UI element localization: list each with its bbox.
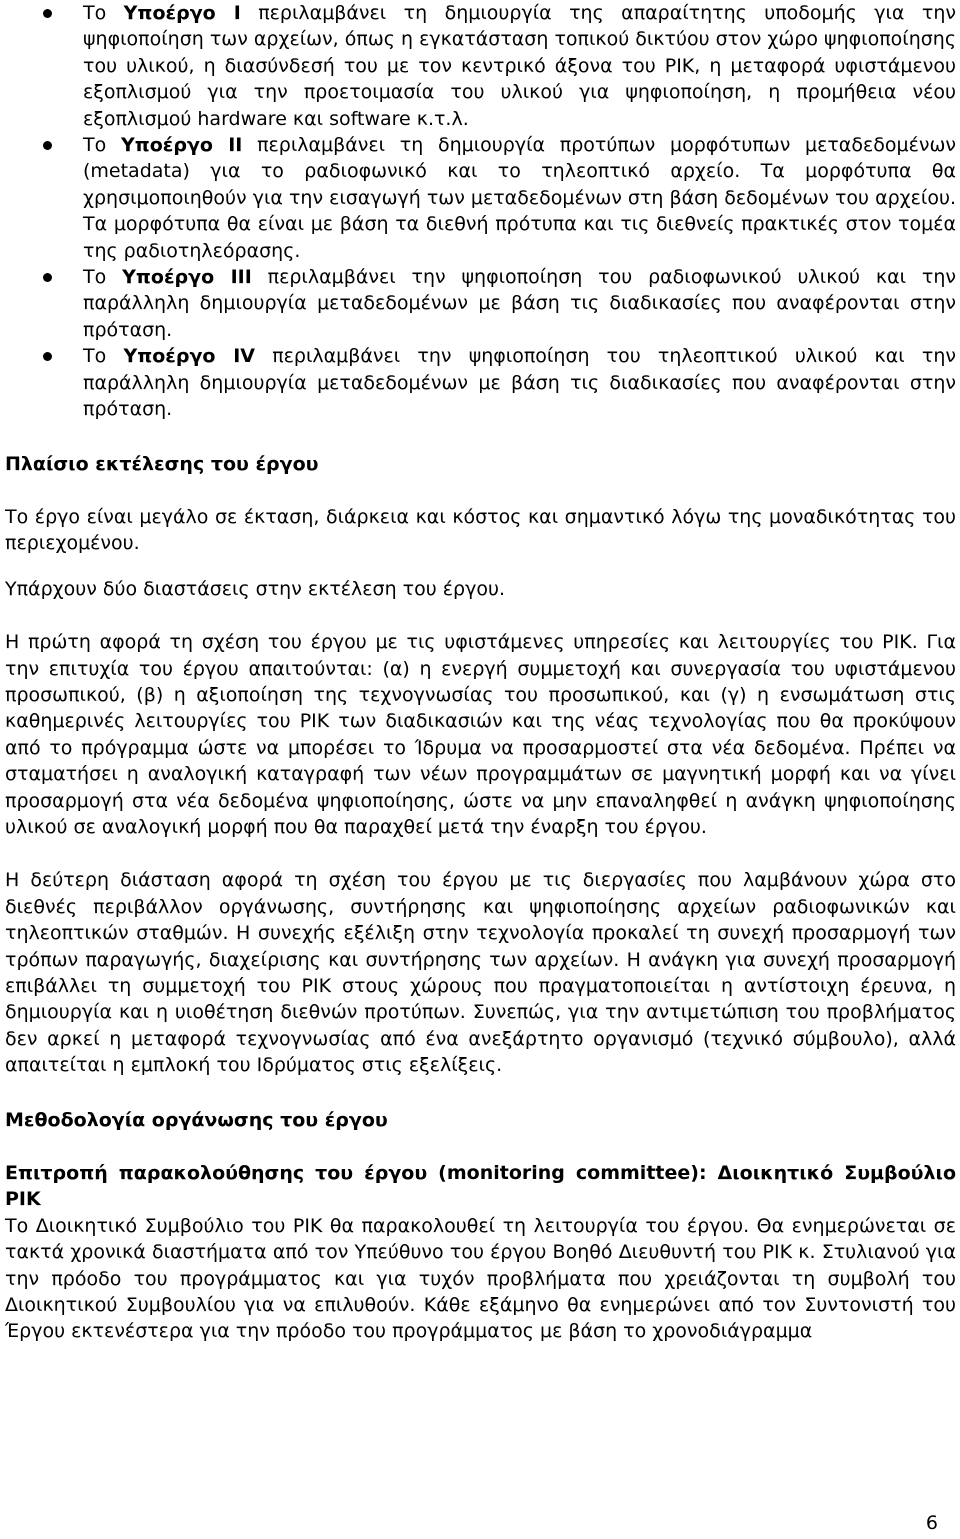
list-item-subproject-3: Το Υποέργο ΙΙΙ περιλαμβάνει την ψηφιοποίηση του ραδιοφωνικού υλικού και την παράλληλη δημιουργία μεταδεδομένων με βάση τις διαδικασίες που αναφέρονται στην πρόταση. [5,264,956,343]
list-item-subproject-4: Το Υποέργο ΙV περιλαμβάνει την ψηφιοποίηση του τηλεοπτικού υλικού και την παράλληλη δημιουργία μεταδεδομένων με βάση τις διαδικασίες που αναφέρονται στην πρόταση. [5,343,956,422]
subproject-title: Υποέργο ΙΙΙ [122,266,252,289]
subproject-list [5,0,956,423]
bullet-icon [43,273,52,282]
bullet-icon [43,352,52,361]
paragraph-execution-1: Το έργο είναι μεγάλο σε έκταση, διάρκεια και κόστος και σημαντικό λόγω της μοναδικότητας του περιεχομένου. [5,505,956,555]
subproject-title: Υποέργο Ι [123,2,241,24]
section-heading-execution: Πλαίσιο εκτέλεσης του έργου [5,452,319,475]
document-page [5,0,956,1345]
paragraph-monitoring-committee: Το Διοικητικό Συμβούλιο του ΡΙΚ θα παρακολουθεί τη λειτουργία του έργου. Θα ενημερώνεται σε τακτά χρονικά διαστήματα από τον Υπεύθυνο του έργου Βοηθό Διευθυντή του ΡΙΚ κ. Στυλιανού για την πρόοδο του προγράμματος και για τυχόν προβλήματα που χρειάζονται τη συμβολή του Διοικητικού Συμβουλίου για να επιλυθούν. Κάθε εξάμηνο θα ενημερώνει από τον Συντονιστή του Έργου εκτενέστερα για την πρόοδο του προγράμματος με βάση το χρονοδιάγραμμα [5,1214,956,1343]
list-item-subproject-1: Το Υποέργο Ι περιλαμβάνει τη δημιουργία της απαραίτητης υποδομής για την ψηφιοποίηση των αρχείων, όπως η εγκατάσταση τοπικού δικτύου στον χώρο ψηφιοποίησης του υλικού, η διασύνδεσή του με τον κεντρικό άξονα του ΡΙΚ, η μεταφορά υφιστάμενου εξοπλισμού για την προετοιμασία του υλικού για ψηφιοποίηση, η προμήθεια νέου εξοπλισμού hardware και software κ.τ.λ. [5,0,956,132]
bullet-icon [43,141,52,150]
subproject-title: Υποέργο ΙV [123,345,255,368]
subproject-title: Υποέργο ΙΙ [120,134,243,157]
page-number: 6 [925,1512,938,1534]
paragraph-execution-3: Η πρώτη αφορά τη σχέση του έργου με τις υφιστάμενες υπηρεσίες και λειτουργίες του ΡΙΚ. Για την επιτυχία του έργου απαιτούνται: (α) η ενεργή συμμετοχή και συνεργασία του υφιστάμενου προσωπικού, (β) η αξιοποίηση της τεχνογνωσίας του προσωπικού, και (γ) η ενσωμάτωση στις καθημερινές λειτουργίες του ΡΙΚ των διαδικασιών και της νέας τεχνολογίας που θα προκύψουν από το πρόγραμμα ώστε να μπορέσει το Ίδρυμα να προσαρμοστεί στα νέα δεδομένα. Πρέπει να σταματήσει η αναλογική καταγραφή των νέων προγραμμάτων σε μαγνητική μορφή και να γίνει προσαρμογή στα νέα δεδομένα ψηφιοποίησης, ώστε να μην επαναληφθεί η ανάγκη ψηφιοποίησης υλικού σε αναλογική μορφή που θα παραχθεί μετά την έναρξη του έργου. [5,631,956,838]
subheading-monitoring-committee: Επιτροπή παρακολούθησης του έργου (monitoring committee): Διοικητικό Συμβούλιο ΡΙΚ [5,1162,956,1211]
list-item-subproject-2: Το Υποέργο ΙΙ περιλαμβάνει τη δημιουργία προτύπων μορφότυπων μεταδεδομένων (metadata) για το ραδιοφωνικό και το τηλεοπτικό αρχείο. Τα μορφότυπα θα χρησιμοποιηθούν για την εισαγωγή των μεταδεδομένων στη βάση δεδομένων του αρχείου. Τα μορφότυπα θα είναι με βάση τα διεθνή πρότυπα και τις διεθνείς πρακτικές στον τομέα της ραδιοτηλεόρασης. [5,132,956,264]
paragraph-execution-2: Υπάρχουν δύο διαστάσεις στην εκτέλεση του έργου. [5,577,505,600]
bullet-icon [43,9,52,18]
section-heading-methodology: Μεθοδολογία οργάνωσης του έργου [5,1108,388,1131]
paragraph-execution-4: Η δεύτερη διάσταση αφορά τη σχέση του έργου με τις διεργασίες που λαμβάνουν χώρα στο διεθνές περιβάλλον οργάνωσης, συντήρησης και ψηφιοποίησης αρχείων ραδιοφωνικών και τηλεοπτικών σταθμών. Η συνεχής εξέλιξη στην τεχνολογία προκαλεί τη συνεχή προσαρμογή των τρόπων παραγωγής, διαχείρισης και συντήρησης των αρχείων. Η ανάγκη για συνεχή προσαρμογή επιβάλλει τη συμμετοχή του ΡΙΚ στους χώρους που πραγματοποιείται η αντίστοιχη έρευνα, η δημιουργία και η υιοθέτηση διεθνών προτύπων. Συνεπώς, για την αντιμετώπιση του προβλήματος δεν αρκεί η μεταφορά τεχνογνωσίας από ένα ανεξάρτητο οργανισμό (τεχνικό σύμβουλο), αλλά απαιτείται η εμπλοκή του Ιδρύματος στις εξελίξεις. [5,869,956,1077]
